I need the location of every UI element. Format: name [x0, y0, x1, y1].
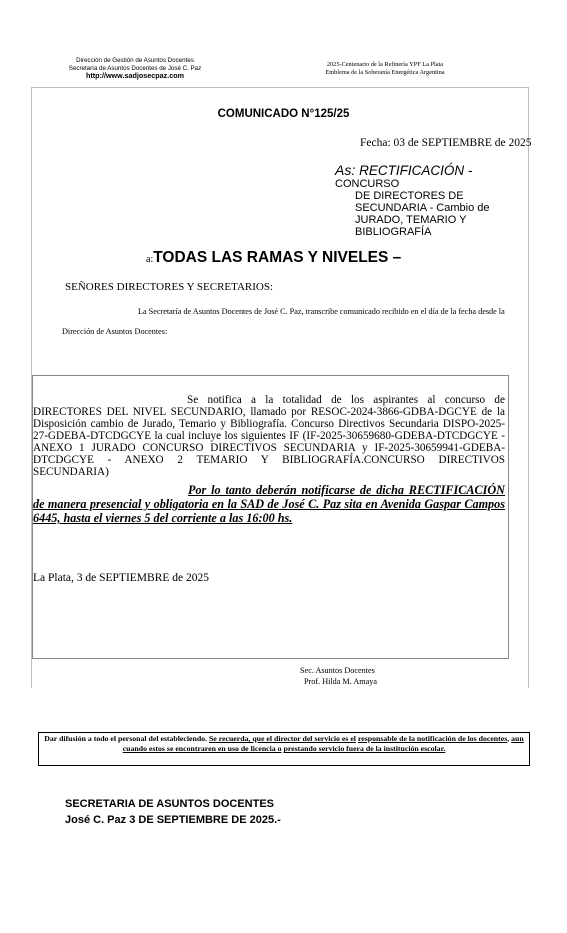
- signature: [300, 665, 377, 687]
- header-centenario: 2025-Centenario de la Refinería YPF La Plata: [326, 61, 444, 68]
- signature-role: Sec. Asuntos Docentes: [300, 666, 375, 675]
- signature-name: Prof. Hilda M. Amaya: [304, 677, 377, 686]
- difusion-part-1: Dar difusión a todo el personal del estableciendo.: [44, 734, 209, 743]
- footer-secretaria: SECRETARIA DE ASUNTOS DOCENTES: [65, 798, 275, 810]
- difusion-part-8: prestando servicio fuera de la institución escolar.: [283, 744, 446, 754]
- notice-conclusion: Por lo tanto deberán notificarse de dicha RECTIFICACIÓN de manera presencial y obligatoria en la SAD de José C. Paz sita en Avenida Gaspar Campos 6445, hasta el viernes 5 del corriente a las 16:00 hs.: [33, 483, 505, 525]
- saludo: SEÑORES DIRECTORES Y SECRETARIOS:: [65, 281, 274, 293]
- difusion-part-4: responsable de la notificación de los docentes: [357, 734, 508, 743]
- difusion-part-6: aun cuando estos se encontraren en uso de licencia o: [122, 734, 524, 754]
- fecha: Fecha: 03 de SEPTIEMBRE de 2025: [360, 137, 532, 149]
- intro-line-2: Dirección de Asuntos Docentes:: [62, 327, 168, 336]
- asunto-label: As:: [335, 162, 360, 178]
- notice-city-date: La Plata, 3 de SEPTIEMBRE de 2025: [33, 572, 209, 584]
- asunto-rest: DE DIRECTORES DE SECUNDARIA - Cambio de JURADO, TEMARIO Y BIBLIOGRAFÍA: [355, 190, 490, 238]
- destinatario-prefix: a:: [146, 254, 154, 265]
- header-right: [285, 61, 485, 76]
- difusion-part-2: Se recuerda, que el director del servicio es el: [208, 734, 356, 743]
- asunto-first: CONCURSO: [335, 178, 400, 190]
- header-website-link[interactable]: http://www.sadjosecpaz.com: [86, 71, 184, 81]
- difusion-part-5: ,: [507, 734, 512, 743]
- footer: [65, 796, 281, 828]
- asunto: [335, 164, 535, 238]
- asunto-rectificacion: RECTIFICACIÓN -: [359, 163, 473, 178]
- notice-body: Se notifica a la totalidad de los aspirantes al concurso de DIRECTORES DEL NIVEL SECUNDARIO, llamado por RESOC-2024-3866-GDBA-DGCYE de la Disposición cambio de Jurado, Temario y Bibliografía. Concurso Directivos Secundaria DISPO-2025-27-GDEBA-DTCDGCYE la cual incluye los siguientes IF (IF-2025-30659680-GDEBA-DTCDGCYE - ANEXO 1 JURADO CONCURSO DIRECTIVOS SECUNDARIA y IF-2025-30659941-GDEBA-DTCDGCYE - ANEXO 2 TEMARIO Y BIBLIOGRAFÍA.CONCURSO DIRECTIVOS SECUNDARIA): [33, 394, 505, 478]
- header-secretaria: Secretaría de Asuntos Docentes de José C. Paz: [68, 64, 202, 72]
- destinatario: [146, 249, 401, 267]
- comunicado-title: COMUNICADO N°125/25: [217, 108, 350, 120]
- destinatario-text: TODAS LAS RAMAS Y NIVELES –: [153, 249, 402, 266]
- intro-line-1: La Secretaría de Asuntos Docentes de José C. Paz, transcribe comunicado recibido en el día de la fecha desde la: [138, 307, 505, 316]
- header-left: [60, 57, 210, 80]
- footer-date: José C. Paz 3 DE SEPTIEMBRE DE 2025.-: [65, 814, 281, 826]
- header-direccion: Dirección de Gestión de Asuntos Docentes: [76, 57, 194, 64]
- difusion-box: [38, 732, 530, 766]
- header-emblema: Emblema de la Soberanía Energética Argentina: [325, 68, 445, 76]
